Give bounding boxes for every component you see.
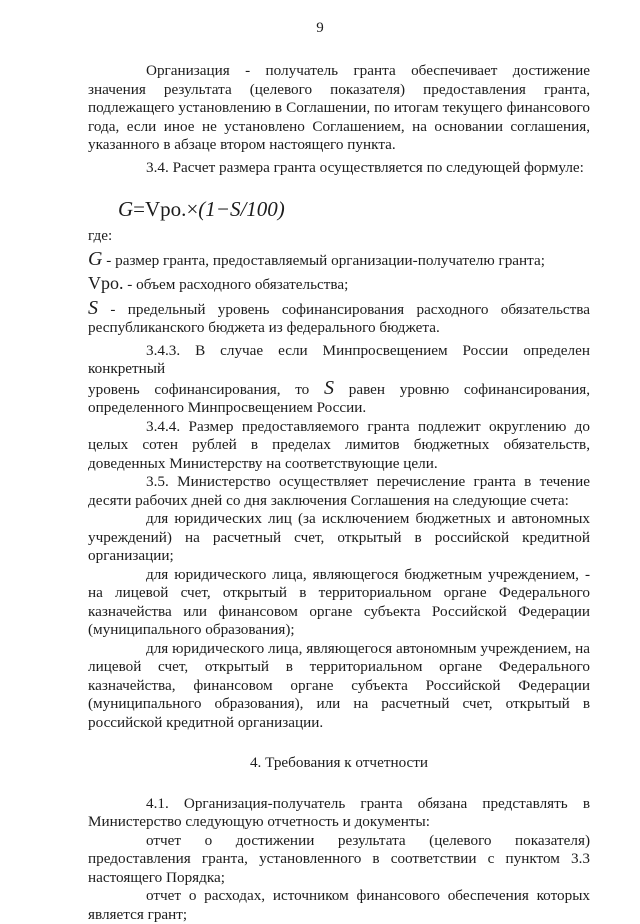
paragraph-4-1-item1: отчет о достижении результата (целевого показателя) предоставления гранта, установленного в соответствии с пунктом 3.3 настоящего Порядка; [88, 831, 590, 886]
paragraph-3-4-4: 3.4.4. Размер предоставляемого гранта подлежит округлению до целых сотен рублей в пределах лимитов бюджетных обязательств, доведенных Министерству на соответствующие цели. [88, 417, 590, 472]
paragraph-3-4-3-line2 [88, 376, 591, 400]
formula-eq: = [133, 197, 146, 221]
definition-s [88, 296, 591, 338]
paragraph-3-5-item1: для юридических лиц (за исключением бюджетных и автономных учреждений) на расчетный счет, открытый в российской кредитной организации; [88, 510, 590, 564]
where-label: где: [88, 227, 113, 244]
symbol-g: G [88, 247, 103, 270]
paragraph-3-4-3-line1: 3.4.3. В случае если Минпросвещением России определен конкретный [88, 341, 590, 377]
definition-vpo [88, 274, 590, 295]
page-number: 9 [316, 20, 324, 36]
paragraph-3-4-3-part2: равен уровню софинансирования, [348, 380, 591, 398]
paragraph-3-5-item3: для юридического лица, являющегося автономным учреждением, на лицевой счет, открытый в территориальном органе Федерального казначейства, финансовом органе субъекта Российской Федерации (муниципального образования), или на расчетный счет, открытый в российской кредитной организации. [88, 639, 590, 731]
symbol-s: S [88, 296, 98, 319]
paragraph-3-4-3-line3: определенного Минпросвещением России. [88, 399, 367, 416]
formula-lhs: G [118, 197, 134, 221]
page-content [88, 62, 590, 924]
formula-vpo: Vpo. [145, 197, 187, 221]
formula-rest: (1−S/100) [198, 197, 285, 221]
paragraph-3-5-item2: для юридического лица, являющегося бюджетным учреждением, - на лицевой счет, открытый в территориальном органе Федерального казначейства или финансовом органе субъекта Российской Федерации (муниципального образования); [88, 565, 590, 638]
paragraph-result-achievement: Организация - получатель гранта обеспечивает достижение значения результата (целевого показателя) предоставления гранта, подлежащего установлению в Соглашении, по итогам текущего финансового года, если иное не установлено Соглашением, на основании соглашения, указанного в абзаце втором настоящего пункта. [88, 62, 590, 153]
formula-times: × [186, 197, 199, 221]
symbol-vpo: Vpo. [88, 273, 124, 293]
definition-g [88, 247, 590, 271]
paragraph-3-5: 3.5. Министерство осуществляет перечисление гранта в течение десяти рабочих дней со дня заключения Соглашения на следующие счета: [88, 473, 590, 509]
paragraph-3-4-3-part1: уровень софинансирования, то [88, 380, 310, 398]
definition-g-text: - размер гранта, предоставляемый организации-получателю гранта; [106, 251, 545, 269]
section-4-heading: 4. Требования к отчетности [249, 754, 429, 771]
definition-s-text: - предельный уровень софинансирования расходного обязательства республиканского бюджета из федерального бюджета. [88, 300, 591, 336]
definition-vpo-text: - объем расходного обязательства; [127, 276, 349, 293]
paragraph-4-1: 4.1. Организация-получатель гранта обязана представлять в Министерство следующую отчетность и документы: [88, 794, 590, 830]
symbol-s-inline: S [324, 376, 334, 399]
grant-formula [118, 197, 590, 221]
paragraph-4-1-item2: отчет о расходах, источником финансового обеспечения которых является грант; [88, 887, 590, 923]
paragraph-3-4: 3.4. Расчет размера гранта осуществляется по следующей формуле: [146, 158, 584, 176]
